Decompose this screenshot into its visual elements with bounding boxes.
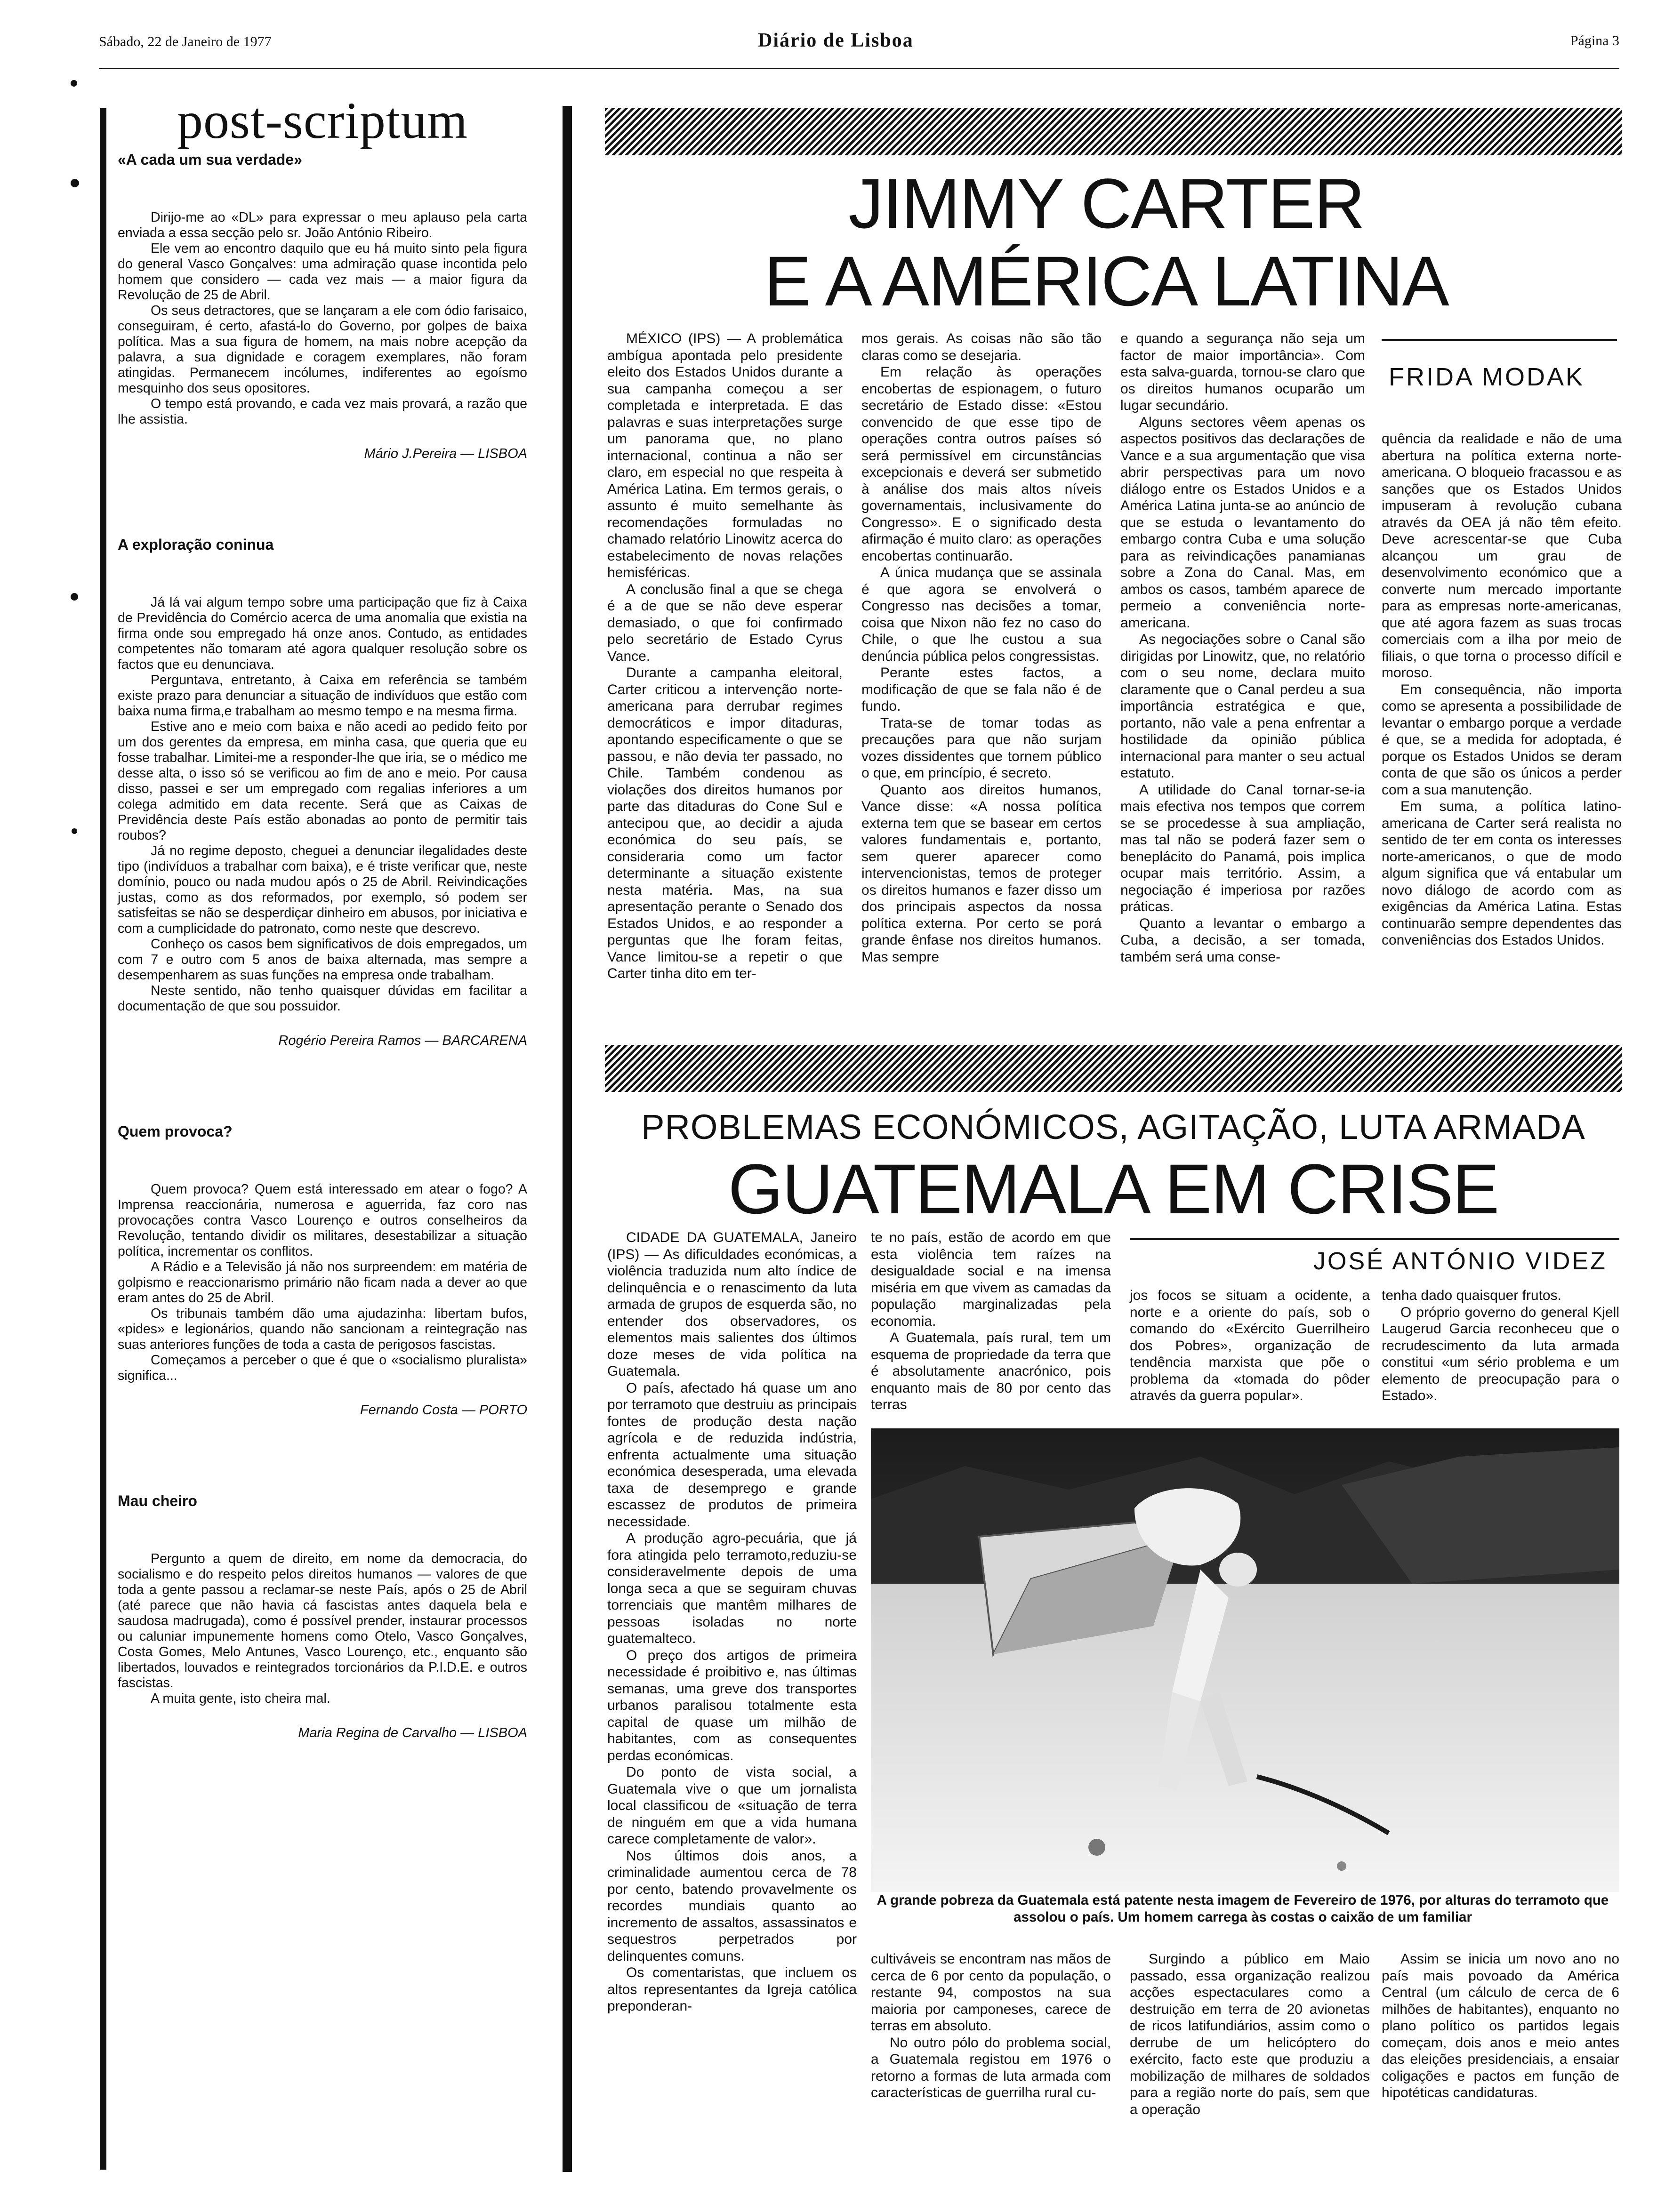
article-paragraph: mos gerais. As coisas não são tão claras como se desejaria. xyxy=(861,331,1102,363)
postscriptum-title: post-scriptum xyxy=(177,92,468,149)
letter-paragraph: Os tribunais também dão uma ajudazinha: libertam bufos, «pides» e legionários, quando não sancionam a reintegração nas suas anteriores funções de toda a casta de perigosos fascistas. xyxy=(118,1306,527,1352)
article-paragraph: tenha dado quaisquer frutos. xyxy=(1382,1288,1561,1303)
left-column-rule xyxy=(100,108,106,2170)
article-paragraph: No outro pólo do problema social, a Guatemala registou em 1976 o retorno a formas de luta armada com características de guerrilha rural cu- xyxy=(871,2035,1111,2100)
scan-speck xyxy=(71,179,79,187)
article-paragraph: Durante a campanha eleitoral, Carter criticou a intervenção norte-americana para derrubar regimes democráticos e impor ditaduras, apontando especificamente o que se passou, e não devia ter passado, no Chile. Também condenou as violações dos direitos humanos por parte das ditaduras do Cone Sul e antecipou que, ao decidir a ajuda económica do seu país, se consideraria como um factor determinante a situação existente nesta matéria. Mas, na sua apresentação perante o Senado dos Estados Unidos, e ao responder a perguntas que lhe foram feitas, Vance limitou-se a repetir o que Carter tinha dito em ter- xyxy=(607,665,843,981)
letter-paragraph: Perguntava, entretanto, à Caixa em referência se também existe prazo para denunciar a situação de indivíduos que estão com baixa numa firma,e trabalham ao mesmo tempo e na mesma firma. xyxy=(118,673,527,719)
article-paragraph: Os comentaristas, que incluem os altos representantes da Igreja católica preponderan- xyxy=(607,1965,857,2014)
masthead-rule xyxy=(99,68,1619,69)
newspaper-title: Diário de Lisboa xyxy=(758,30,914,51)
letter-paragraph: Dirijo-me ao «DL» para expressar o meu aplauso pela carta enviada a essa secção pelo sr. João António Ribeiro. xyxy=(118,210,527,240)
letter-2 xyxy=(118,537,527,1049)
article-paragraph: Nos últimos dois anos, a criminalidade aumentou cerca de 78 por cento, batendo provavelmente os recordes mundiais quanto ao incremento de assaltos, assassinatos e sequestros perpetrados por delinquentes comuns. xyxy=(607,1848,857,1964)
byline-rule xyxy=(1382,339,1617,341)
article-paragraph: Assim se inicia um novo ano no país mais povoado da América Central (um cálculo de cerca de 6 milhões de habitantes), enquanto no plano político os partidos legais começam, dois anos e meio antes das eleições presidenciais, a ensaiar coligações e pactos em função de hipotéticas candidaturas. xyxy=(1382,1951,1619,2100)
article-paragraph: Quanto aos direitos humanos, Vance disse: «A nossa política externa tem que se basear em certos valores fundamentais e, portanto, sem querer aparecer como intervencionistas, temos de proteger os direitos humanos e fazer disso um dos principais aspectos da nossa política externa. Por certo se porá grande ênfase nos direitos humanos. Mas sempre xyxy=(861,782,1102,965)
letter-headline: Quem provoca? xyxy=(118,1123,233,1140)
article-paragraph: Em consequência, não importa como se apresenta a possibilidade de levantar o embargo porque a verdade é que, se a medida for adoptada, é porque os Estados Unidos se deram conta de que são os únicos a perder com a sua manutenção. xyxy=(1382,681,1622,798)
carter-column-3 xyxy=(1120,330,1365,965)
scan-speck xyxy=(72,828,77,834)
page-number: Página 3 xyxy=(1570,33,1619,48)
article-paragraph: O próprio governo do general Kjell Laugerud Garcia reconheceu que o recrudescimento da luta armada constitui «um sério problema e um elemento de preocupação para o Estado». xyxy=(1382,1304,1619,1403)
letter-paragraph: Ele vem ao encontro daquilo que eu há muito sinto pela figura do general Vasco Gonçalves: uma admiração quase incontida pelo homem que considero — cada vez mais — a maior figura da Revolução de 25 de Abril. xyxy=(118,241,527,303)
letter-signature: Fernando Costa — PORTO xyxy=(360,1403,527,1418)
byline-rule xyxy=(1130,1238,1619,1240)
article-paragraph: Surgindo a público em Maio passado, essa organização realizou acções espectaculares como a destruição em terra de 20 avionetas de ricos latifundiários, assim como o derrube de um helicóptero do exército, facto este que produziu a mobilização de milhares de soldados para a região norte do país, sem que a operação xyxy=(1130,1951,1370,2117)
article-paragraph: Alguns sectores vêem apenas os aspectos positivos das declarações de Vance e a sua argumentação que visa abrir perspectivas para um novo diálogo entre os Estados Unidos e a América Latina junta-se ao anúncio de que se estuda o levantamento do embargo contra Cuba e uma solução para as reivindicações panamianas sobre a Zona do Canal. Mas, em ambos os casos, também aparece de permeio a conveniência norte-americana. xyxy=(1120,414,1365,631)
guatemala-byline: JOSÉ ANTÓNIO VIDEZ xyxy=(1313,1248,1607,1275)
letter-paragraph: Conheço os casos bem significativos de dois empregados, um com 7 e outro com 5 anos de baixa alternada, mas sempre a desempenharem as suas funções na empresa onde trabalham. xyxy=(118,937,527,983)
guatemala-column-3 xyxy=(1130,1287,1370,1404)
carter-headline xyxy=(635,165,1577,320)
guatemala-column-2-continued xyxy=(871,1951,1111,2101)
carter-column-2 xyxy=(861,330,1102,965)
article-paragraph: MÉXICO (IPS) — A problemática ambígua apontada pelo presidente eleito dos Estados Unidos durante a sua campanha começou a ser completada e interpretada. E das palavras e suas interpretações surge um panorama que, no plano internacional, continua a não ser claro, em especial no que respeita à América Latina. Em termos gerais, o assunto é muito semelhante às recomendações formuladas no chamado relatório Linowitz acerca do estabelecimento de novas relações hemisféricas. xyxy=(607,331,843,580)
guatemala-kicker: PROBLEMAS ECONÓMICOS, AGITAÇÃO, LUTA ARMADA xyxy=(641,1107,1585,1146)
article-paragraph: Perante estes factos, a modificação de que se fala não é de fundo. xyxy=(861,665,1102,714)
photo-caption: A grande pobreza da Guatemala está patente nesta imagem de Fevereiro de 1976, por alturas do terramoto que assolou o país. Um homem carrega às costas o caixão de um familiar xyxy=(877,1892,1609,1925)
article-paragraph: quência da realidade e não de uma abertura na política externa norte-americana. O bloqueio fracassou e as sanções que os Estados Unidos impuseram à revolução cubana através da OEA já não têm efeito. Deve acrescentar-se que Cuba alcançou um grau de desenvolvimento económico que a converte num mercado importante para as empresas norte-americanas, que até agora fazem as suas trocas comerciais com a ilha por meio de filiais, o que torna o processo difícil e moroso. xyxy=(1382,431,1622,681)
letter-4 xyxy=(118,1493,527,1741)
letter-paragraph: Começamos a perceber o que é que o «socialismo pluralista» significa... xyxy=(118,1353,527,1383)
letter-headline: A exploração coninua xyxy=(118,536,274,553)
news-photo xyxy=(871,1428,1619,1892)
letter-signature: Rogério Pereira Ramos — BARCARENA xyxy=(278,1033,527,1048)
article-paragraph: Quanto a levantar o embargo a Cuba, a decisão, a ser tomada, também será uma conse- xyxy=(1120,915,1365,965)
article-paragraph: A conclusão final a que se chega é a de que se não deve esperar demasiado, o que foi confirmado pelo secretário de Estado Cyrus Vance. xyxy=(607,581,843,664)
guatemala-headline: GUATEMALA EM CRISE xyxy=(728,1149,1499,1228)
carter-headline-line1: JIMMY CARTER xyxy=(848,164,1364,243)
article-paragraph: Trata-se de tomar todas as precauções para que não surjam vozes dissidentes que tornem público o que, em princípio, é secreto. xyxy=(861,715,1102,781)
carter-headline-line2: E A AMÉRICA LATINA xyxy=(764,241,1448,321)
article-paragraph: A única mudança que se assinala é que agora se envolverá o Congresso nas decisões a tomar, coisa que Nixon não fez no caso do Chile, o que lhe custou a sua denúncia pública pelos congressistas. xyxy=(861,565,1102,664)
guatemala-column-2 xyxy=(871,1229,1111,1413)
article-paragraph: Em suma, a política latino-americana de Carter será realista no sentido de ter em conta os interesses norte-americanos, o que de modo algum significa que vá entabular um novo diálogo de acordo com as exigências da América Latina. Estas continuarão sempre dependentes das conveniências dos Estados Unidos. xyxy=(1382,799,1622,948)
letter-paragraph: Já no regime deposto, cheguei a denunciar ilegalidades deste tipo (indivíduos a trabalhar com baixa), e é triste verificar que, neste domínio, pouco ou nada mudou após o 25 de Abril. Reivindicações justas, como as dos reformados, por exemplo, só podem ser satisfeitas se não se desperdiçar dinheiro em abusos, por iniciativa e com a cumplicidade do patronato, como neste que descrevo. xyxy=(118,843,527,936)
guatemala-column-4-continued xyxy=(1382,1951,1619,2101)
scan-speck xyxy=(71,80,77,87)
carter-column-1 xyxy=(607,330,843,982)
article-paragraph: Do ponto de vista social, a Guatemala vive o que um jornalista local classificou de «situação de terra de ninguém em que a vida humana carece completamente de valor». xyxy=(607,1764,857,1847)
article-paragraph: jos focos se situam a ocidente, a norte e a oriente do país, sob o comando do «Exército Guerrilheiro dos Pobres», organização de tendência marxista que põe o problema da «tomada do pôder através da guerra popular». xyxy=(1130,1288,1370,1403)
letter-paragraph: Neste sentido, não tenho quaisquer dúvidas em facilitar a documentação de que sou possuidor. xyxy=(118,983,527,1014)
column-separator-rule xyxy=(563,106,572,2172)
issue-date: Sábado, 22 de Janeiro de 1977 xyxy=(99,34,272,49)
article-paragraph: A utilidade do Canal tornar-se-ia mais efectiva nos tempos que correm se se procedesse à sua ampliação, mas tal não se poderá fazer sem o beneplácito do Panamá, pois implica ocupar mais território. Assim, a negociação é imperiosa por razões práticas. xyxy=(1120,782,1365,914)
article-paragraph: O país, afectado há quase um ano por terramoto que destruiu as principais fontes de produção desta nação agrícola e de reduzida indústria, enfrenta actualmente uma situação económica desesperada, uma elevada taxa de desemprego e grande escassez de produtos de primeira necessidade. xyxy=(607,1380,857,1530)
article-paragraph: A produção agro-pecuária, que já fora atingida pelo terramoto,reduziu-se consideravelmente depois de uma longa seca a que se seguiram chuvas torrenciais que mantêm milhares de pessoas isoladas no norte guatemalteco. xyxy=(607,1531,857,1646)
letter-paragraph: Estive ano e meio com baixa e não acedi ao pedido feito por um dos gerentes da empresa, em minha casa, que queria que eu fosse trabalhar. Limitei-me a responder-lhe que iria, se o médico me desse alta, o isso só se verificou ao fim de ano e meio. Por causa disso, passei e ser um empregado com regalias inferiores a um colega admitido em data recente. Será que as Caixas de Previdência deste País estão abonadas ao ponto de permitir tais roubos? xyxy=(118,719,527,843)
article-paragraph: te no país, estão de acordo em que esta violência tem raízes na desigualdade social e na imensa miséria em que vivem as camadas da população marginalizadas pela economia. xyxy=(871,1230,1111,1329)
letter-paragraph: A Rádio e a Televisão já não nos surpreendem: em matéria de golpismo e reaccionarismo primário não ficam nada a dever ao que eram antes do 25 de Abril. xyxy=(118,1259,527,1306)
carter-byline: FRIDA MODAK xyxy=(1389,363,1585,391)
letter-paragraph: O tempo está provando, e cada vez mais provará, a razão que lhe assistia. xyxy=(118,396,527,427)
article-paragraph: e quando a segurança não seja um factor de maior importância». Com esta salva-guarda, tornou-se claro que os direitos humanos ocuparão um lugar secundário. xyxy=(1120,331,1365,413)
carter-column-4 xyxy=(1382,431,1622,949)
article-paragraph: Em relação às operações encobertas de espionagem, o futuro secretário de Estado disse: «Estou convencido de que esse tipo de operações contra outros países só será permissível em circunstâncias excepcionais e deverá ser submetido à análise dos mais altos níveis governamentais, inclusivamente do Congresso». E o significado desta afirmação é muito claro: as operações encobertas continuarão. xyxy=(861,364,1102,564)
article-paragraph: As negociações sobre o Canal são dirigidas por Linowitz, que, no relatório com o seu nome, declara muito claramente que o Canal perdeu a sua importância estratégica e que, portanto, não vale a pena enfrentar a hostilidade da opinião pública internacional para manter o seu actual estatuto. xyxy=(1120,632,1365,781)
letter-signature: Maria Regina de Carvalho — LISBOA xyxy=(298,1725,527,1740)
letter-1 xyxy=(118,152,527,462)
article-paragraph: cultiváveis se encontram nas mãos de cerca de 6 por cento da população, o restante 94, compostos na sua maioria por camponeses, carece de terras em absoluto. xyxy=(871,1951,1111,2034)
scan-speck xyxy=(71,593,78,601)
letter-headline: Mau cheiro xyxy=(118,1492,197,1509)
hatched-banner xyxy=(605,108,1622,155)
letter-paragraph: Pergunto a quem de direito, em nome da democracia, do socialismo e do respeito pelos direitos humanos — valores de que toda a gente passou a reclamar-se neste País, após o 25 de Abril (até parece que não havia cá fascistas antes daquela bela e saudosa madrugada), como é possível prender, instaurar processos ou caluniar impunemente homens como Otelo, Vasco Gonçalves, Costa Gomes, Melo Antunes, Vasco Lourenço, etc., enquanto são libertados, louvados e reintegrados torcionários da P.I.D.E. e outros fascistas. xyxy=(118,1551,527,1691)
letter-paragraph: Já lá vai algum tempo sobre uma participação que fiz à Caixa de Previdência do Comércio acerca de uma anomalia que existia na firma onde sou empregado há onze anos. Contudo, as entidades competentes não tomaram até agora qualquer resolução sobre os factos que eu denunciava. xyxy=(118,595,527,672)
news-photo-illustration xyxy=(871,1428,1619,1892)
article-paragraph: A Guatemala, país rural, tem um esquema de propriedade da terra que é absolutamente anacrónico, pois enquanto mais de 80 por cento das terras xyxy=(871,1330,1111,1412)
article-paragraph: CIDADE DA GUATEMALA, Janeiro (IPS) — As dificuldades económicas, a violência traduzida num alto índice de delinquência e o renascimento da luta armada de grupos de esquerda são, no entender dos observadores, os elementos mais salientes dos últimos doze meses de vida política na Guatemala. xyxy=(607,1230,857,1379)
letter-paragraph: A muita gente, isto cheira mal. xyxy=(151,1691,330,1706)
letter-3 xyxy=(118,1124,527,1418)
letter-headline: «A cada um sua verdade» xyxy=(118,151,302,168)
masthead xyxy=(99,29,1619,72)
hatched-banner xyxy=(605,1045,1622,1092)
guatemala-column-1 xyxy=(607,1229,857,2015)
letter-signature: Mário J.Pereira — LISBOA xyxy=(364,446,527,461)
letter-paragraph: Os seus detractores, que se lançaram a ele com ódio farisaico, conseguiram, é certo, afastá-lo do Governo, por golpes de baixa política. Mas a sua figura de homem, na mais nobre acepção da palavra, a sua dignidade e coragem exemplares, não foram atingidas. Permanecem incólumes, indiferentes ao egoísmo mesquinho dos seus opositores. xyxy=(118,303,527,396)
letter-paragraph: Quem provoca? Quem está interessado em atear o fogo? A Imprensa reaccionária, numerosa e aguerrida, faz coro nas provocações contra Vasco Lourenço e outros conselheiros da Revolução, tentando dividir os militares, desestabilizar a situação política, incrementar os conflitos. xyxy=(118,1182,527,1259)
article-paragraph: O preço dos artigos de primeira necessidade é proibitivo e, nas últimas semanas, uma greve dos transportes urbanos paralisou totalmente esta capital de quase um milhão de habitantes, com as consequentes perdas económicas. xyxy=(607,1647,857,1763)
guatemala-column-3-continued xyxy=(1130,1951,1370,2118)
postscriptum-column xyxy=(118,92,527,1741)
guatemala-column-4 xyxy=(1382,1287,1619,1404)
